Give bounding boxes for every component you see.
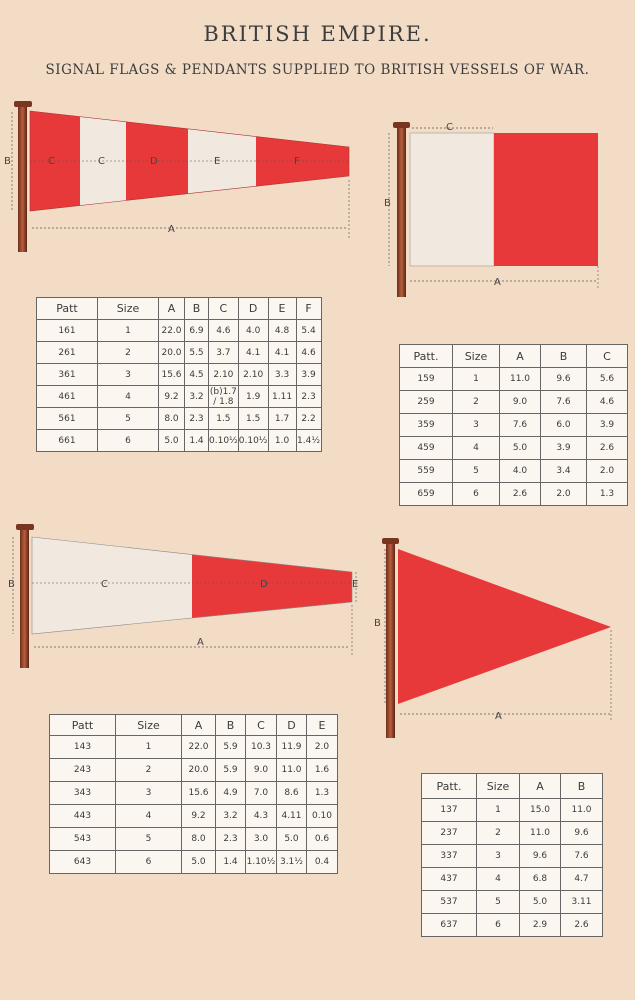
column-header: F bbox=[296, 298, 321, 320]
table-cell: 2.3 bbox=[216, 828, 246, 851]
table-cell: 15.0 bbox=[520, 799, 561, 822]
table-cell: 4.3 bbox=[246, 805, 277, 828]
table-cell: 143 bbox=[50, 736, 116, 759]
flagpole-truck bbox=[382, 538, 399, 544]
table-cell: 4.6 bbox=[209, 320, 239, 342]
column-header: A bbox=[500, 345, 541, 368]
table-cell: 1.9 bbox=[238, 386, 268, 408]
dimension-label-c: C bbox=[101, 579, 108, 590]
flagpole bbox=[20, 527, 29, 668]
table-cell: 1.0 bbox=[268, 430, 296, 452]
column-header: E bbox=[307, 715, 338, 736]
table-cell: 3.2 bbox=[216, 805, 246, 828]
table-row bbox=[37, 386, 322, 408]
table-cell: 9.6 bbox=[541, 368, 587, 391]
table-cell: 0.4 bbox=[307, 851, 338, 874]
table-cell: 1.10½ bbox=[246, 851, 277, 874]
table-cell: 5.9 bbox=[216, 759, 246, 782]
band-red-3 bbox=[256, 100, 349, 220]
band-red-1 bbox=[30, 100, 80, 220]
band-white-2 bbox=[188, 100, 256, 220]
dimension-label-b: B bbox=[8, 579, 15, 590]
table-cell: 1.4 bbox=[185, 430, 209, 452]
table-cell: 3.9 bbox=[587, 414, 628, 437]
table-cell: 15.6 bbox=[182, 782, 216, 805]
table-row bbox=[50, 736, 338, 759]
table-cell: 20.0 bbox=[159, 342, 185, 364]
table-cell: 3.9 bbox=[296, 364, 321, 386]
table-cell: 6 bbox=[477, 914, 520, 937]
table-row bbox=[400, 414, 628, 437]
dimensions-table-rectangular-flag bbox=[399, 344, 628, 506]
table-cell: 22.0 bbox=[159, 320, 185, 342]
table-cell: 2.10 bbox=[238, 364, 268, 386]
table-cell: 2.3 bbox=[185, 408, 209, 430]
dimension-label-d: D bbox=[260, 579, 268, 590]
table-cell: 7.0 bbox=[246, 782, 277, 805]
column-header: B bbox=[185, 298, 209, 320]
table-cell: 4.0 bbox=[500, 460, 541, 483]
table-cell: 337 bbox=[422, 845, 477, 868]
table-cell: 659 bbox=[400, 483, 453, 506]
table-row bbox=[422, 845, 603, 868]
dimension-label-a: A bbox=[495, 711, 502, 722]
dimension-label-c: C bbox=[48, 156, 55, 167]
dimension-label-a: A bbox=[494, 277, 501, 288]
table-cell: 5 bbox=[98, 408, 159, 430]
table-cell: 1 bbox=[453, 368, 500, 391]
table-cell: 3.7 bbox=[209, 342, 239, 364]
flagpole-truck bbox=[14, 101, 32, 107]
table-cell: 2.0 bbox=[587, 460, 628, 483]
table-cell: 1.11 bbox=[268, 386, 296, 408]
table-cell: 3 bbox=[453, 414, 500, 437]
table-row bbox=[37, 364, 322, 386]
pendant-two-band-figure bbox=[8, 524, 358, 668]
table-cell: 0.10½ bbox=[238, 430, 268, 452]
dimension-label-f: F bbox=[294, 156, 300, 167]
table-cell: 9.0 bbox=[500, 391, 541, 414]
flagpole-truck bbox=[16, 524, 34, 530]
table-cell: 4.5 bbox=[185, 364, 209, 386]
table-cell: 4.1 bbox=[238, 342, 268, 364]
table-cell: 2.6 bbox=[561, 914, 603, 937]
column-header: C bbox=[587, 345, 628, 368]
table-cell: 5.0 bbox=[277, 828, 307, 851]
band-red bbox=[192, 530, 352, 640]
table-cell: 4.9 bbox=[216, 782, 246, 805]
column-header: B bbox=[561, 774, 603, 799]
table-cell: 561 bbox=[37, 408, 98, 430]
table-cell: 4 bbox=[453, 437, 500, 460]
table-cell: 5.0 bbox=[159, 430, 185, 452]
flagpole bbox=[397, 125, 406, 297]
table-header-row bbox=[400, 345, 628, 368]
flag-red-panel bbox=[494, 133, 598, 266]
table-cell: 3.4 bbox=[541, 460, 587, 483]
table-cell: 8.0 bbox=[159, 408, 185, 430]
table-cell: 2.6 bbox=[587, 437, 628, 460]
table-cell: 5.9 bbox=[216, 736, 246, 759]
pendant-red-triangle bbox=[398, 549, 611, 704]
table-cell: 259 bbox=[400, 391, 453, 414]
flagpole bbox=[386, 542, 395, 738]
table-cell: 22.0 bbox=[182, 736, 216, 759]
table-cell: 4.11 bbox=[277, 805, 307, 828]
table-cell: 637 bbox=[422, 914, 477, 937]
table-cell: 4.7 bbox=[561, 868, 603, 891]
table-cell: 5 bbox=[116, 828, 182, 851]
table-cell: 243 bbox=[50, 759, 116, 782]
triangular-pendant-figure bbox=[374, 538, 611, 738]
dimension-label-b: B bbox=[374, 618, 381, 629]
table-cell: 7.6 bbox=[500, 414, 541, 437]
table-cell: 0.10 bbox=[307, 805, 338, 828]
table-cell: 5.5 bbox=[185, 342, 209, 364]
column-header: A bbox=[182, 715, 216, 736]
column-header: Size bbox=[116, 715, 182, 736]
dimension-label-b: B bbox=[4, 156, 11, 167]
table-cell: 8.6 bbox=[277, 782, 307, 805]
table-cell: 2.9 bbox=[520, 914, 561, 937]
table-cell: 237 bbox=[422, 822, 477, 845]
table-row bbox=[400, 368, 628, 391]
table-cell: 1.3 bbox=[587, 483, 628, 506]
table-cell: 3.2 bbox=[185, 386, 209, 408]
page-subtitle: SIGNAL FLAGS & PENDANTS SUPPLIED TO BRITISH VESSELS OF WAR. bbox=[45, 62, 590, 78]
table-cell: 15.6 bbox=[159, 364, 185, 386]
table-cell: 459 bbox=[400, 437, 453, 460]
table-cell: 5.4 bbox=[296, 320, 321, 342]
table-cell: 7.6 bbox=[561, 845, 603, 868]
dimension-label-b: B bbox=[384, 198, 391, 209]
flagpole bbox=[18, 104, 27, 252]
table-cell: 537 bbox=[422, 891, 477, 914]
table-cell: 4.8 bbox=[268, 320, 296, 342]
table-cell: 4 bbox=[98, 386, 159, 408]
table-header-row bbox=[50, 715, 338, 736]
table-cell: 443 bbox=[50, 805, 116, 828]
table-cell: 359 bbox=[400, 414, 453, 437]
table-cell: 3 bbox=[477, 845, 520, 868]
table-cell: 1 bbox=[98, 320, 159, 342]
column-header: Patt bbox=[37, 298, 98, 320]
table-cell: 2 bbox=[477, 822, 520, 845]
table-cell: 3.0 bbox=[246, 828, 277, 851]
table-cell: 2 bbox=[116, 759, 182, 782]
table-cell: 159 bbox=[400, 368, 453, 391]
table-cell: 6.8 bbox=[520, 868, 561, 891]
table-row bbox=[422, 891, 603, 914]
dimension-label-e: E bbox=[352, 579, 359, 590]
table-row bbox=[422, 799, 603, 822]
table-cell: 6 bbox=[453, 483, 500, 506]
table-cell: 3.9 bbox=[541, 437, 587, 460]
table-cell: 5.0 bbox=[500, 437, 541, 460]
table-cell: 9.6 bbox=[520, 845, 561, 868]
table-row bbox=[50, 759, 338, 782]
table-cell: 1.6 bbox=[307, 759, 338, 782]
table-cell: 2.10 bbox=[209, 364, 239, 386]
table-row bbox=[37, 342, 322, 364]
table-cell: 4 bbox=[477, 868, 520, 891]
table-cell: 5 bbox=[453, 460, 500, 483]
table-cell: 2.0 bbox=[541, 483, 587, 506]
table-cell: 5.0 bbox=[182, 851, 216, 874]
table-cell: 11.9 bbox=[277, 736, 307, 759]
table-cell: 1.4½ bbox=[296, 430, 321, 452]
column-header: C bbox=[209, 298, 239, 320]
table-cell: 4.1 bbox=[268, 342, 296, 364]
band-white bbox=[32, 530, 192, 640]
column-header: Size bbox=[453, 345, 500, 368]
column-header: C bbox=[246, 715, 277, 736]
table-cell: 1 bbox=[477, 799, 520, 822]
table-cell: 20.0 bbox=[182, 759, 216, 782]
column-header: E bbox=[268, 298, 296, 320]
flagpole-truck bbox=[393, 122, 410, 128]
table-cell: 3.11 bbox=[561, 891, 603, 914]
table-cell: 437 bbox=[422, 868, 477, 891]
table-cell: 3 bbox=[116, 782, 182, 805]
column-header: B bbox=[541, 345, 587, 368]
table-cell: 6 bbox=[116, 851, 182, 874]
column-header: Size bbox=[98, 298, 159, 320]
table-cell: 9.6 bbox=[561, 822, 603, 845]
table-row bbox=[50, 851, 338, 874]
table-cell: 137 bbox=[422, 799, 477, 822]
dimensions-table-pendant-five-band bbox=[36, 297, 322, 452]
dimension-label-c: C bbox=[98, 156, 105, 167]
table-row bbox=[400, 391, 628, 414]
table-cell: 11.0 bbox=[520, 822, 561, 845]
table-cell: 261 bbox=[37, 342, 98, 364]
table-cell: 0.10½ bbox=[209, 430, 239, 452]
table-cell: 2.3 bbox=[296, 386, 321, 408]
table-cell: 6.0 bbox=[541, 414, 587, 437]
table-cell: 2.6 bbox=[500, 483, 541, 506]
table-row bbox=[37, 430, 322, 452]
table-cell: 543 bbox=[50, 828, 116, 851]
dimension-label-d: D bbox=[150, 156, 158, 167]
table-header-row bbox=[37, 298, 322, 320]
table-cell: 2 bbox=[453, 391, 500, 414]
table-cell: 3.3 bbox=[268, 364, 296, 386]
dimension-label-c: C bbox=[446, 122, 453, 133]
table-cell: 559 bbox=[400, 460, 453, 483]
table-row bbox=[50, 782, 338, 805]
column-header: A bbox=[520, 774, 561, 799]
table-cell: (b)1.7 / 1.8 bbox=[209, 386, 237, 407]
table-cell: 11.0 bbox=[561, 799, 603, 822]
table-cell: 1.3 bbox=[307, 782, 338, 805]
table-cell: 11.0 bbox=[277, 759, 307, 782]
table-cell: 4.6 bbox=[587, 391, 628, 414]
table-cell: 2.2 bbox=[296, 408, 321, 430]
table-cell: 9.0 bbox=[246, 759, 277, 782]
table-cell: 4 bbox=[116, 805, 182, 828]
pendant-five-band-figure bbox=[4, 100, 349, 252]
table-cell: 5.0 bbox=[520, 891, 561, 914]
column-header: D bbox=[238, 298, 268, 320]
table-cell: 4.0 bbox=[238, 320, 268, 342]
table-cell: 2.0 bbox=[307, 736, 338, 759]
dimensions-table-pendant-two-band bbox=[49, 714, 338, 874]
table-cell: 10.3 bbox=[246, 736, 277, 759]
table-cell: 5 bbox=[477, 891, 520, 914]
table-cell: 1 bbox=[116, 736, 182, 759]
table-row bbox=[422, 868, 603, 891]
dimension-label-a: A bbox=[197, 637, 204, 648]
table-row bbox=[400, 460, 628, 483]
table-cell: 7.6 bbox=[541, 391, 587, 414]
column-header: B bbox=[216, 715, 246, 736]
column-header: D bbox=[277, 715, 307, 736]
table-cell: 1.7 bbox=[268, 408, 296, 430]
table-cell: 643 bbox=[50, 851, 116, 874]
column-header: Patt. bbox=[400, 345, 453, 368]
table-cell: 8.0 bbox=[182, 828, 216, 851]
table-row bbox=[422, 822, 603, 845]
rectangular-flag-figure bbox=[384, 122, 598, 297]
table-cell: 3 bbox=[98, 364, 159, 386]
page-title: BRITISH EMPIRE. bbox=[203, 22, 432, 46]
table-cell: 4.6 bbox=[296, 342, 321, 364]
table-cell: 1.5 bbox=[209, 408, 239, 430]
flag-white-panel bbox=[410, 133, 494, 266]
table-cell: 661 bbox=[37, 430, 98, 452]
table-cell: 1.5 bbox=[238, 408, 268, 430]
table-cell: 0.6 bbox=[307, 828, 338, 851]
table-cell: 6.9 bbox=[185, 320, 209, 342]
column-header: Size bbox=[477, 774, 520, 799]
table-row bbox=[422, 914, 603, 937]
table-cell: 9.2 bbox=[159, 386, 185, 408]
table-cell: 9.2 bbox=[182, 805, 216, 828]
table-row bbox=[400, 483, 628, 506]
table-cell: 5.6 bbox=[587, 368, 628, 391]
table-cell: 11.0 bbox=[500, 368, 541, 391]
table-row bbox=[37, 408, 322, 430]
table-cell: 361 bbox=[37, 364, 98, 386]
table-cell: 343 bbox=[50, 782, 116, 805]
table-row bbox=[37, 320, 322, 342]
table-cell: 1.4 bbox=[216, 851, 246, 874]
table-cell: 2 bbox=[98, 342, 159, 364]
column-header: A bbox=[159, 298, 185, 320]
table-cell: 161 bbox=[37, 320, 98, 342]
dimension-label-a: A bbox=[168, 224, 175, 235]
column-header: Patt. bbox=[422, 774, 477, 799]
table-row bbox=[50, 828, 338, 851]
table-row bbox=[400, 437, 628, 460]
dimension-label-e: E bbox=[214, 156, 221, 167]
column-header: Patt bbox=[50, 715, 116, 736]
table-row bbox=[50, 805, 338, 828]
dimensions-table-triangular-pendant bbox=[421, 773, 603, 937]
table-cell: 6 bbox=[98, 430, 159, 452]
table-cell: 461 bbox=[37, 386, 98, 408]
table-cell: 3.1½ bbox=[277, 851, 307, 874]
table-header-row bbox=[422, 774, 603, 799]
